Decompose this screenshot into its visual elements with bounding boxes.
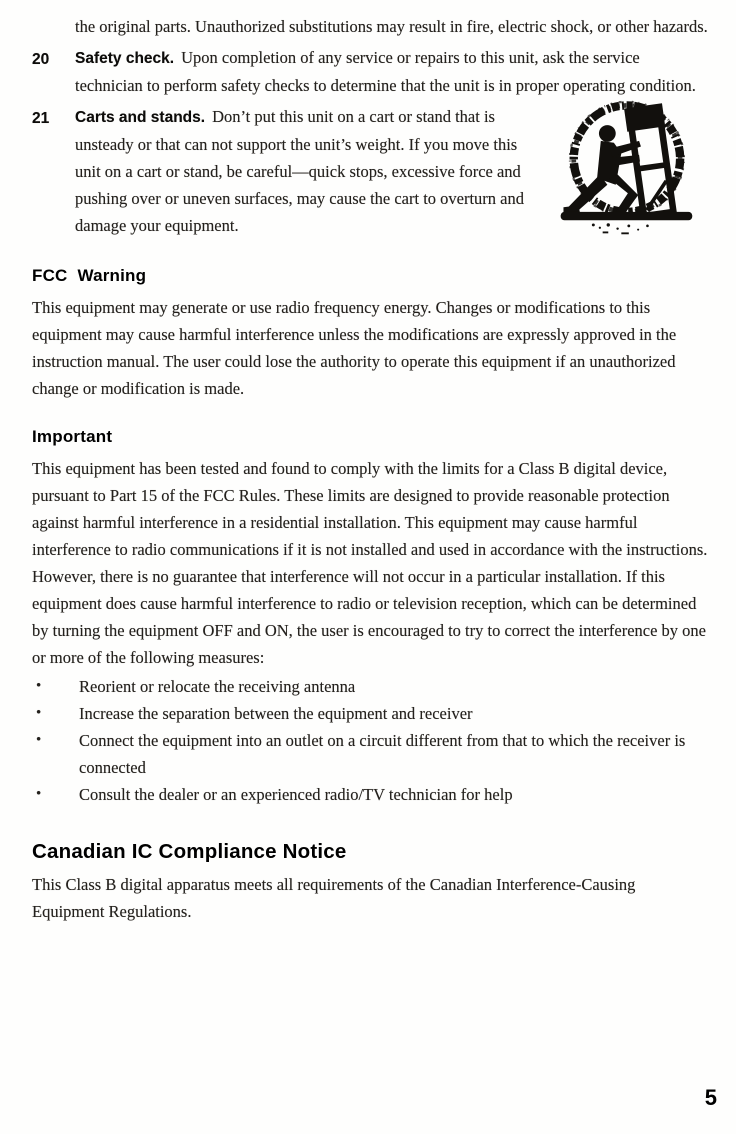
page-number: 5: [704, 1085, 717, 1110]
list-item: [32, 781, 708, 808]
important-heading: Important: [32, 427, 113, 446]
bullet-icon: •: [36, 732, 42, 748]
list-item-20: [32, 44, 708, 99]
important-text: This equipment has been tested and found to comply with the limits for a Class B digital device, pursuant to Part 15 of the FCC Rules. These limits are designed to provide reasonable protection against harmful interference in a residential installation. This equipment may cause harmful interference to radio communications if it is not installed and used in accordance with the instructions. However, there is no guarantee that interference will not occur in a particular installation. If this equipment does cause harmful interference to radio or television reception, which can be determined by turning the equipment OFF and ON, the user is encouraged to try to correct the interference by one or more of the following measures:: [32, 459, 708, 667]
item-20-title: Safety check.: [75, 50, 175, 67]
cart-tipping-warning-icon: [556, 99, 696, 237]
list-item-21: [32, 103, 708, 241]
item-21-body: [75, 103, 708, 241]
list-item: [32, 673, 708, 700]
list-item: [32, 727, 708, 781]
item-20-text: Upon completion of any service or repairs to this unit, ask the service technician to perform safety checks to determine that the unit is in proper operating condition.: [75, 48, 696, 95]
item-21-number: 21: [32, 110, 50, 127]
bullet-icon: •: [36, 786, 42, 802]
measures-list: [32, 673, 708, 808]
bullet-text: Consult the dealer or an experienced radio/TV technician for help: [79, 785, 513, 804]
item-20-body: [75, 44, 708, 99]
list-item-19-continuation: the original parts. Unauthorized substitutions may result in fire, electric shock, or other hazards.: [75, 17, 708, 36]
bullet-icon: •: [36, 678, 42, 694]
fcc-warning-heading: FCC Warning: [32, 266, 147, 285]
bullet-icon: •: [36, 705, 42, 721]
item-21-title: Carts and stands.: [75, 109, 206, 126]
canadian-ic-text: This Class B digital apparatus meets all requirements of the Canadian Interference-Causing Equipment Regulations.: [32, 875, 636, 921]
bullet-text: Reorient or relocate the receiving antenna: [79, 677, 356, 696]
bullet-text: Increase the separation between the equipment and receiver: [79, 704, 473, 723]
bullet-text: Connect the equipment into an outlet on a circuit different from that to which the receiver is connected: [79, 731, 686, 777]
item-21-text: Don’t put this unit on a cart or stand that is unsteady or that can not support the unit’s weight. If you move this unit on a cart or stand, be careful—quick stops, excessive force and pushing over or uneven surfaces, may cause the cart to overturn and damage your equipment.: [75, 107, 525, 235]
list-item: [32, 700, 708, 727]
canadian-ic-heading: Canadian IC Compliance Notice: [32, 840, 347, 863]
item-20-number: 20: [32, 51, 50, 68]
fcc-warning-text: This equipment may generate or use radio frequency energy. Changes or modifications to this equipment may cause harmful interference unless the modifications are expressly approved in the instruction manual. The user could lose the authority to operate this equipment if an unauthorized change or modification is made.: [32, 298, 677, 398]
